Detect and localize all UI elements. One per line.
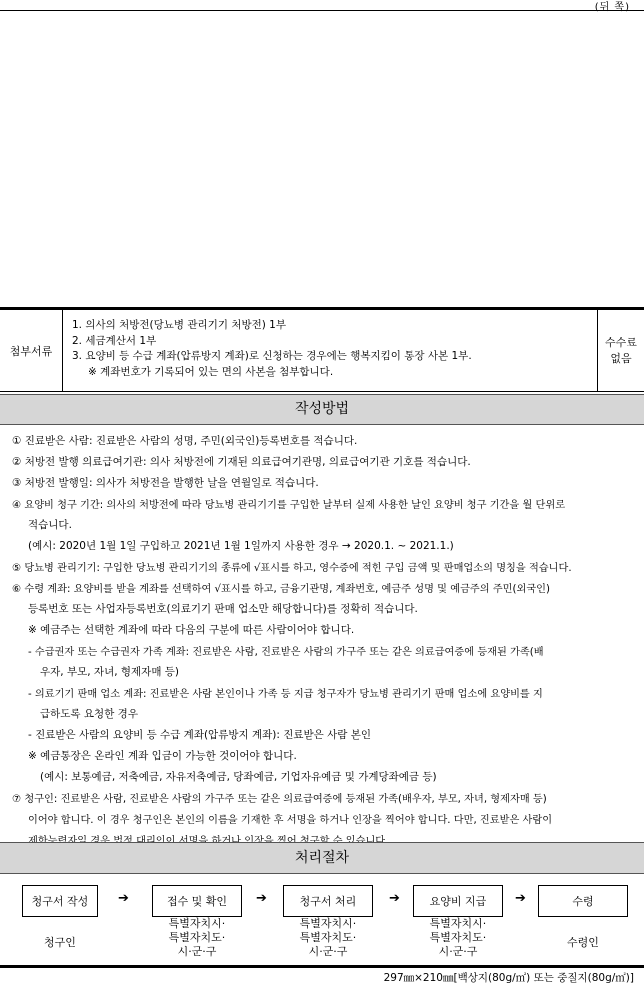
procedure-heading: 처리절차 [0, 842, 644, 874]
actor-local-government: 특별자치시· 특별자치도· 시·군·구 [299, 917, 357, 958]
step-claim-writing: 청구서 작성 [22, 885, 98, 917]
top-rule [0, 10, 644, 11]
fee-value: 없음 [610, 351, 632, 365]
page-side-label: (뒤 쪽) [594, 2, 630, 13]
step-payment: 요양비 지급 [413, 885, 503, 917]
instruction-line: 이어야 합니다. 이 경우 청구인은 본인의 이름을 기재한 후 서명을 하거나 인장을 찍어야 합니다. 다만, 진료받은 사람이 [28, 815, 553, 826]
step-receipt-check: 접수 및 확인 [152, 885, 242, 917]
method-instructions [0, 425, 644, 843]
instruction-line: 적습니다. [28, 519, 72, 531]
instruction-line: - 진료받은 사람의 요양비 등 수급 계좌(압류방지 계좌): 진료받은 사람 본인 [28, 729, 372, 741]
attachment-item: 1. 의사의 처방전(당뇨병 관리기기 처방전) 1부 [72, 319, 287, 331]
fee-label: 수수료 [605, 335, 637, 349]
instruction-line: ⑦ 청구인: 진료받은 사람, 진료받은 사람의 가구주 또는 같은 의료급여증에 등재된 가족(배우자, 부모, 자녀, 형제자매 등) [12, 794, 547, 805]
attachments-items [62, 310, 598, 391]
attachment-note: ※ 계좌번호가 기록되어 있는 면의 사본을 첨부합니다. [88, 365, 334, 378]
actor-claimant: 청구인 [44, 936, 76, 949]
fee-cell [598, 310, 644, 391]
instruction-line: ⑤ 당뇨병 관리기기: 구입한 당뇨병 관리기기의 종류에 √표시를 하고, 영수증에 적힌 구입 금액 및 판매업소의 명칭을 적습니다. [12, 563, 572, 574]
instruction-line: - 수급권자 또는 수급권자 가족 계좌: 진료받은 사람, 진료받은 사람의 가구주 또는 같은 의료급여증에 등재된 가족(배 [28, 647, 544, 658]
paper-spec-footer: 297㎜×210㎜[백상지(80g/㎡) 또는 중질지(80g/㎡)] [383, 972, 634, 984]
instruction-line: ② 처방전 발행 의료급여기관: 의사 처방전에 기재된 의료급여기관명, 의료급여기관 기호를 적습니다. [12, 456, 471, 468]
step-claim-processing: 청구서 처리 [283, 885, 373, 917]
instruction-line: ※ 예금통장은 온라인 계좌 입금이 가능한 것이어야 합니다. [28, 750, 297, 762]
arrow-right-icon: ➔ [118, 891, 129, 906]
step-receipt: 수령 [538, 885, 628, 917]
attachment-item: 3. 요양비 등 수급 계좌(압류방지 계좌)로 신청하는 경우에는 행복지킴이 통장 사본 1부. [72, 350, 472, 362]
actor-local-government: 특별자치시· 특별자치도· 시·군·구 [429, 917, 487, 958]
instruction-line: 급하도록 요청한 경우 [40, 708, 138, 720]
instruction-line: ⑥ 수령 계좌: 요양비를 받을 계좌를 선택하여 √표시를 하고, 금융기관명, 계좌번호, 예금주 성명 및 예금주의 주민(외국인) [12, 584, 550, 595]
attachments-label: 첨부서류 [0, 310, 63, 391]
arrow-right-icon: ➔ [256, 891, 267, 906]
instruction-line: (예시: 보통예금, 저축예금, 자유저축예금, 당좌예금, 기업자유예금 및 가계당좌예금 등) [40, 771, 437, 783]
method-heading: 작성방법 [0, 394, 644, 425]
instruction-line: (예시: 2020년 1월 1일 구입하고 2021년 1월 1일까지 사용한 경우 → 2020.1. ~ 2021.1.) [28, 540, 454, 552]
actor-recipient: 수령인 [567, 936, 599, 949]
instruction-line: 등록번호 또는 사업자등록번호(의료기기 판매 업소만 해당합니다)를 정확히 적습니다. [28, 603, 418, 615]
attachment-item: 2. 세금계산서 1부 [72, 334, 157, 347]
instruction-line: ③ 처방전 발행일: 의사가 처방전을 발행한 날을 연월일로 적습니다. [12, 477, 319, 489]
arrow-right-icon: ➔ [515, 891, 526, 906]
attachments-table [0, 307, 644, 392]
instruction-line: - 의료기기 판매 업소 계좌: 진료받은 사람 본인이나 가족 등 지급 청구자가 당뇨병 관리기기 판매 업소에 요양비를 지 [28, 689, 543, 700]
instruction-line: ④ 요양비 청구 기간: 의사의 처방전에 따라 당뇨병 관리기기를 구입한 날부터 실제 사용한 날인 요양비 청구 기간을 월 단위로 [12, 500, 566, 511]
instruction-line: ※ 예금주는 선택한 계좌에 따라 다음의 구분에 따른 사람이어야 합니다. [28, 624, 355, 636]
procedure-flow [0, 874, 644, 968]
actor-local-government: 특별자치시· 특별자치도· 시·군·구 [168, 917, 226, 958]
instruction-line: 우자, 부모, 자녀, 형제자매 등) [40, 666, 180, 678]
arrow-right-icon: ➔ [389, 891, 400, 906]
instruction-line: ① 진료받은 사람: 진료받은 사람의 성명, 주민(외국인)등록번호를 적습니다. [12, 435, 358, 447]
